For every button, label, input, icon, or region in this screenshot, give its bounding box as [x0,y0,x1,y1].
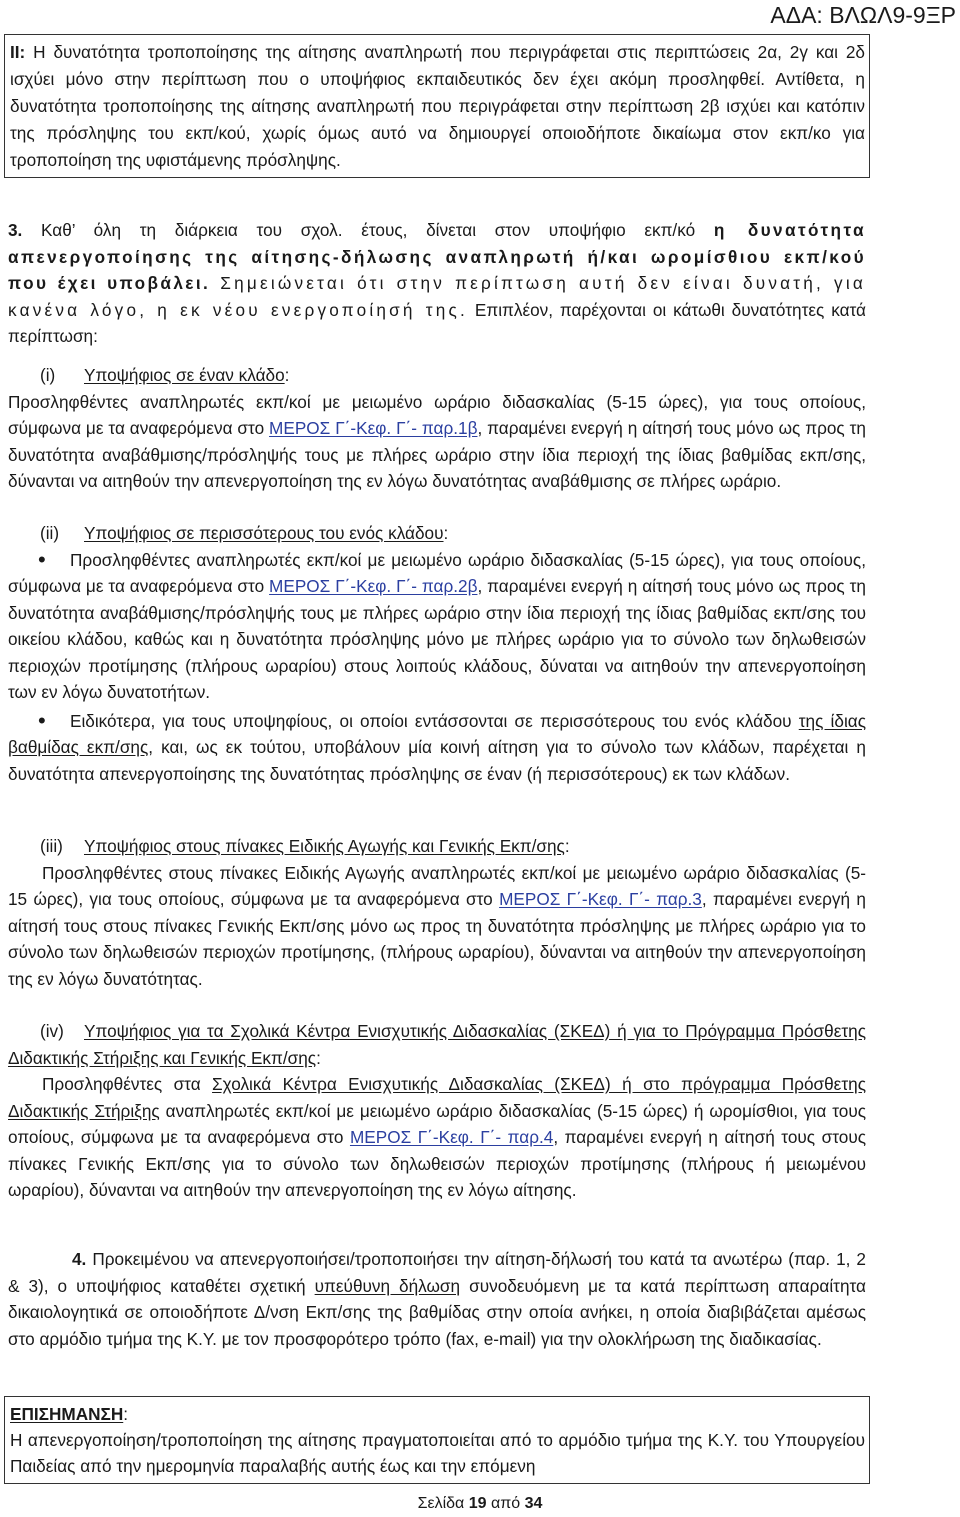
case-ii-bullet-1 [8,547,866,706]
case-iv-colon: : [316,1047,321,1068]
case-ii-bullet-1-b: , παραμένει ενεργή η αίτησή τους μόνο ως προς τη δυνατότητα αναβάθμισης/πρόσληψής τους με πλήρες ωράριο στην ίδια περιοχή της ίδιας βαθμίδας εκπ/σης του οικείου κλάδου, καθώς και η δυνατότητα πρόσληψης μόνο με πλήρες ωράριο για το σύνολο των δηλωθεισών περιοχών προτίμησης (πλήρους ωραρίου) στους λοιπούς κλάδους, δύναται να αιτηθούν την απενεργοποίηση των εν λόγω δυνατοτήτων. [8,576,866,702]
footer-prefix: Σελίδα [417,1495,469,1512]
case-i-text-b: , παραμένει ενεργή η αίτησή τους μόνο ως προς τη δυνατότητα αναβάθμισης/πρόσληψής τους με πλήρες ωράριο στην ίδια περιοχή της ίδιας βαθμίδας εκπ/σης, δύνανται να αιτηθούν την απενεργοποίηση της εν λόγω δυνατότητας αναβάθμισης σε πλήρες ωράριο. [8,418,866,491]
ada-code: ΑΔΑ: ΒΛΩΛ9-9ΞΡ [770,2,956,28]
section-3-bold: η δυνατότητα απενεργοποίησης της αίτησης-δήλωσης αναπληρωτή ή/και ωρομίσθιου εκπ/κού που έχει υποβάλει. [8,220,866,294]
notice-box [4,1396,870,1484]
case-i-text [8,389,866,495]
notice-label: ΕΠΙΣΗΜΑΝΣΗ [10,1404,124,1424]
section-4-paragraph [8,1246,866,1352]
case-iv-text [8,1071,866,1204]
note-text: Η δυνατότητα τροποποίησης της αίτησης αναπληρωτή που περιγράφεται στις περιπτώσεις 2α, 2γ και 2δ ισχύει μόνο στην περίπτωση που ο υποψήφιος εκπαιδευτικός δεν έχει ακόμη προσληφθεί. Αντίθετα, η δυνατότητα τροποποίησης της αίτησης αναπληρωτή που περιγράφεται στην περίπτωση 2β ισχύει και κατόπιν της πρόσληψης του εκπ/κού, χωρίς όμως αυτό να δημιουργεί οποιοδήποτε δικαίωμα στον εκπ/κο για τροποποίηση της υφιστάμενης πρόσληψης. [10,42,865,170]
case-ii-bullet-1-link[interactable]: ΜΕΡΟΣ Γ΄-Κεφ. Γ΄- παρ.2β [269,576,478,596]
case-ii [8,520,866,787]
case-iii-number: (iii) [40,836,63,856]
case-iii-text-b: , παραμένει ενεργή η αίτησή τους στους πίνακες Γενικής Εκπ/σης μόνο ως προς τη δυνατότητα πρόσληψης με πλήρες ωράριο για το σύνολο των δηλωθεισών περιοχών προτίμησης, (πλήρους ωραρίου), δύνανται να αιτηθούν την απενεργοποίηση της εν λόγω δυνατότητας. [8,889,866,989]
case-iv-text-b: αναπληρωτές εκπ/κοί με μειωμένο ωράριο διδασκαλίας (5-15 ώρες) ή ωρομίσθιοι, για τους οποίους, σύμφωνα με τα αναφερόμενα στο [8,1100,867,1147]
case-iv-link[interactable]: ΜΕΡΟΣ Γ΄-Κεφ. Γ΄- παρ.4 [349,1127,554,1147]
case-ii-colon: : [443,523,449,543]
case-iv [8,1018,866,1204]
case-iii [8,833,866,992]
footer-page-number: 19 [468,1495,487,1512]
note-box [4,34,870,178]
case-i-title: Υποψήφιος σε έναν κλάδο [84,365,285,385]
case-iii-text [8,860,866,993]
case-ii-title: Υποψήφιος σε περισσότερους του ενός κλάδου [84,523,444,543]
section-3-number: 3. [8,220,23,240]
note-label: ΙΙ: [10,42,26,62]
case-iv-title: Υποψήφιος για τα Σχολικά Κέντρα Ενισχυτικής Διδασκαλίας (ΣΚΕΔ) ή για το Πρόγραμμα Πρόσθετης Διδακτικής Στήριξης και Γενικής Εκπ/σης [8,1021,866,1068]
footer-total-pages: 34 [524,1495,543,1512]
case-iii-heading [8,833,866,860]
section-3-spaced: Σημειώνεται ότι στην περίπτωση αυτή δεν είναι δυνατή, για κανένα λόγο, η εκ νέου ενεργοποίησή της. [8,273,866,320]
case-iv-text-a: Προσληφθέντες στα [42,1074,213,1094]
section-4 [8,1246,866,1352]
page-footer [0,1494,960,1514]
section-3-rest: Επιπλέον, παρέχονται οι κάτωθι δυνατότητες κατά περίπτωση: [8,299,866,347]
case-iv-number: (iv) [40,1021,64,1041]
case-ii-bullet-2-a: Ειδικότερα, για τους υποψηφίους, οι οποίοι εντάσσονται σε περισσότερους του ενός κλάδου [70,710,799,731]
section-4-text-a: Προκειμένου να απενεργοποιήσει/τροποποιήσει την αίτηση-δήλωσή του κατά τα ανωτέρω (παρ. 1, 2 & 3), ο υποψήφιος καταθέτει σχετική [8,1249,866,1296]
case-iii-link[interactable]: ΜΕΡΟΣ Γ΄-Κεφ. Γ΄- παρ.3 [499,889,702,909]
case-ii-bullet-2 [8,708,866,788]
case-i-heading [8,362,866,389]
case-iii-colon: : [564,836,570,856]
case-ii-bullet-2-b: , και, ως εκ τούτου, υποβάλουν μία κοινή αίτηση για το σύνολο των κλάδων, παρέχεται η δυνατότητα απενεργοποίησης της δυνατότητας πρόσληψης σε έναν (ή περισσότερους) εκ των κλάδων. [8,737,866,784]
case-ii-number: (ii) [40,523,60,543]
section-4-text-b: συνοδευόμενη με τα κατά περίπτωση απαραίτητα δικαιολογητικά σε οποιοδήποτε Δ/νση Εκπ/σης της βαθμίδας στην οποία ανήκει, η οποία διαβιβάζεται αμέσως στο αρμόδιο τμήμα της Κ.Υ. με τον προσφορότερο τρόπο (fax, e-mail) για την ολοκλήρωση της διαδικασίας. [8,1275,866,1349]
section-4-underlined: υπεύθυνη δήλωση [314,1275,461,1296]
case-ii-bullet-2-underlined: της ίδιας βαθμίδας εκπ/σης [8,710,866,757]
case-iv-heading [8,1018,866,1071]
case-iii-text-a: Προσληφθέντες στους πίνακες Ειδικής Αγωγής αναπληρωτές εκπ/κοί με μειωμένο ωράριο διδασκαλίας (5-15 ώρες), για τους οποίους, σύμφωνα με τα αναφερόμενα στο [8,862,866,909]
case-i-number: (i) [40,365,56,385]
section-3-intro: Καθ’ όλη τη διάρκεια του σχολ. έτους, δίνεται στον υποψήφιο εκπ/κό [22,220,714,240]
section-3 [8,217,866,350]
note-paragraph [10,39,865,174]
section-3-paragraph [8,217,866,350]
notice-colon: : [123,1404,129,1424]
notice-text: Η απενεργοποίηση/τροποποίηση της αίτησης πραγματοποιείται από το αρμόδιο τμήμα της Κ.Υ. του Υπουργείου Παιδείας από την ημερομηνία παραλαβής αυτής έως και την επόμενη [10,1430,865,1476]
case-iv-text-c: , παραμένει ενεργή η αίτησή τους στους πίνακες Γενικής Εκπ/σης για το σύνολο των δηλωθεισών περιοχών προτίμησης (πλήρους ή μειωμένου ωραρίου), δύνανται να αιτηθούν την απενεργοποίηση της εν λόγω αίτησης. [8,1127,866,1200]
case-ii-bullet-1-a: Προσληφθέντες αναπληρωτές εκπ/κοί με μειωμένο ωράριο διδασκαλίας (5-15 ώρες), για τους οποίους, σύμφωνα με τα αναφερόμενα στο [8,549,866,596]
section-4-number: 4. [72,1249,87,1269]
case-iii-title: Υποψήφιος στους πίνακες Ειδικής Αγωγής και Γενικής Εκπ/σης [84,836,565,856]
case-i-text-a: Προσληφθέντες αναπληρωτές εκπ/κοί με μειωμένο ωράριο διδασκαλίας (5-15 ώρες), για τους οποίους, σύμφωνα με τα αναφερόμενα στο [8,391,866,438]
case-ii-heading [8,520,866,547]
case-i-colon: : [284,365,290,385]
case-i [8,362,866,495]
notice-heading [10,1401,865,1427]
footer-middle: από [486,1495,525,1512]
case-iv-underlined: Σχολικά Κέντρα Ενισχυτικής Διδασκαλίας (ΣΚΕΔ) ή στο πρόγραμμα Πρόσθετης Διδακτικής Στήριξης [8,1074,866,1121]
case-i-link[interactable]: ΜΕΡΟΣ Γ΄-Κεφ. Γ΄- παρ.1β [269,418,478,438]
